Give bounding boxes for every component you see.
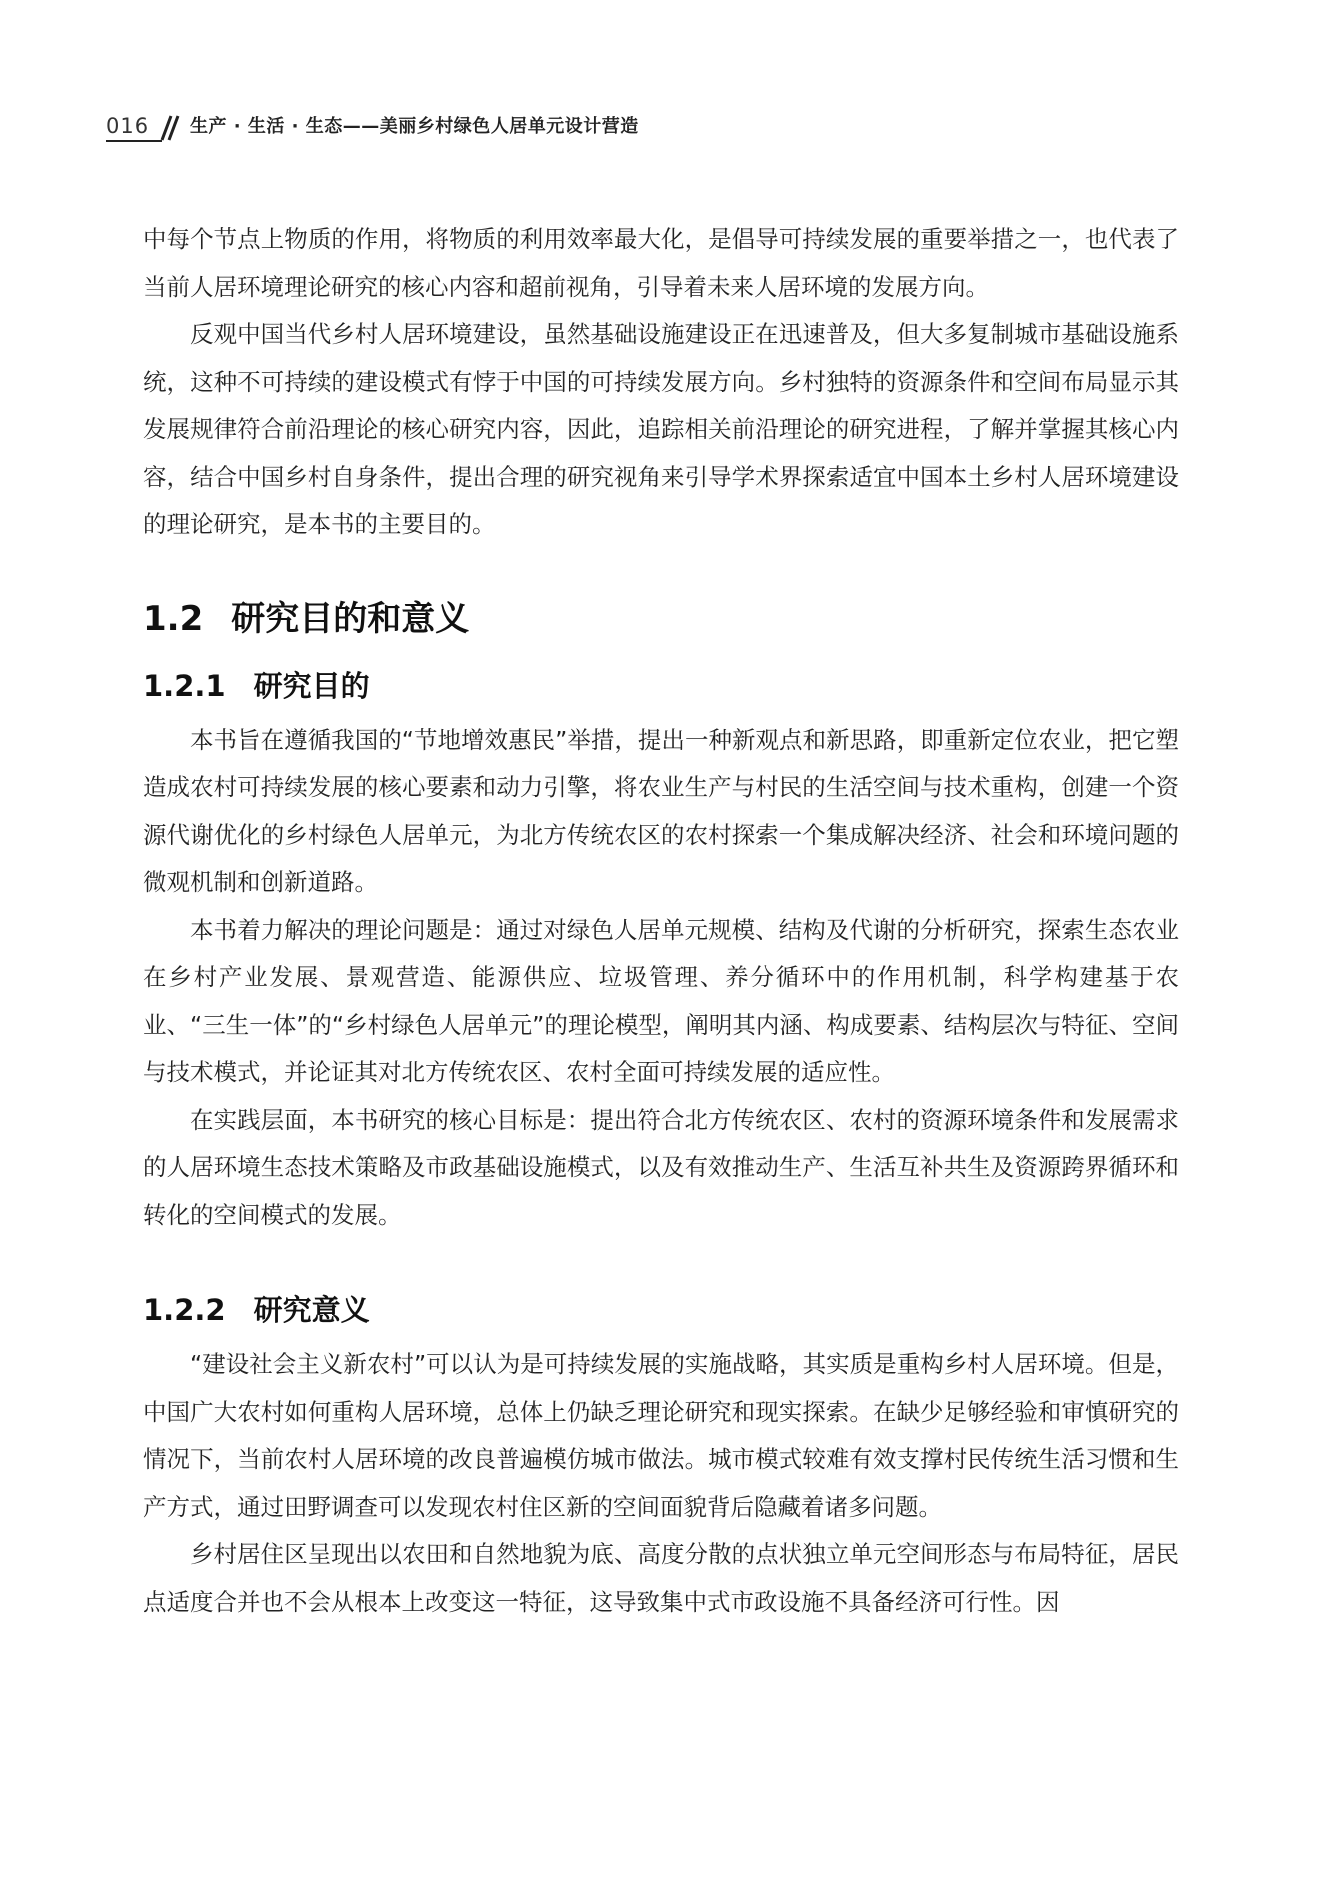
page-number: 016 bbox=[106, 114, 162, 142]
body-paragraph: 中每个节点上物质的作用，将物质的利用效率最大化，是倡导可持续发展的重要举措之一，也代表了当前人居环境理论研究的核心内容和超前视角，引导着未来人居环境的发展方向。 bbox=[143, 225, 1179, 301]
body-paragraph: 在实践层面，本书研究的核心目标是：提出符合北方传统农区、农村的资源环境条件和发展需求的人居环境生态技术策略及市政基础设施模式，以及有效推动生产、生活互补共生及资源跨界循环和转化的空间模式的发展。 bbox=[143, 1105, 1179, 1229]
subsection-heading bbox=[143, 665, 1179, 707]
running-header bbox=[106, 112, 639, 142]
body-paragraph: 反观中国当代乡村人居环境建设，虽然基础设施建设正在迅速普及，但大多复制城市基础设施系统，这种不可持续的建设模式有悖于中国的可持续发展方向。乡村独特的资源条件和空间布局显示其发展规律符合前沿理论的核心研究内容，因此，追踪相关前沿理论的研究进程，了解并掌握其核心内容，结合中国乡村自身条件，提出合理的研究视角来引导学术界探索适宜中国本土乡村人居环境建设的理论研究，是本书的主要目的。 bbox=[143, 320, 1179, 538]
section-heading bbox=[143, 595, 1179, 643]
subsection-heading bbox=[143, 1289, 1179, 1331]
running-header-title: 生产 · 生活 · 生态——美丽乡村绿色人居单元设计营造 bbox=[190, 116, 639, 137]
subsection-number: 1.2.1 bbox=[143, 668, 226, 703]
double-slash-icon bbox=[158, 112, 184, 142]
body-paragraph: “建设社会主义新农村”可以认为是可持续发展的实施战略，其实质是重构乡村人居环境。但是，中国广大农村如何重构人居环境，总体上仍缺乏理论研究和现实探索。在缺少足够经验和审慎研究的情况下，当前农村人居环境的改良普遍模仿城市做法。城市模式较难有效支撑村民传统生活习惯和生产方式，通过田野调查可以发现农村住区新的空间面貌背后隐藏着诸多问题。 bbox=[143, 1350, 1179, 1521]
section-number: 1.2 bbox=[143, 598, 204, 639]
page-body bbox=[143, 216, 1179, 1626]
body-paragraph: 本书着力解决的理论问题是：通过对绿色人居单元规模、结构及代谢的分析研究，探索生态农业在乡村产业发展、景观营造、能源供应、垃圾管理、养分循环中的作用机制，科学构建基于农业、“三生一体”的“乡村绿色人居单元”的理论模型，阐明其内涵、构成要素、结构层次与特征、空间与技术模式，并论证其对北方传统农区、农村全面可持续发展的适应性。 bbox=[143, 915, 1179, 1086]
body-paragraph: 本书旨在遵循我国的“节地增效惠民”举措，提出一种新观点和新思路，即重新定位农业，把它塑造成农村可持续发展的核心要素和动力引擎，将农业生产与村民的生活空间与技术重构，创建一个资源代谢优化的乡村绿色人居单元，为北方传统农区的农村探索一个集成解决经济、社会和环境问题的微观机制和创新道路。 bbox=[143, 725, 1179, 896]
section-title: 研究目的和意义 bbox=[231, 598, 470, 639]
subsection-title: 研究目的 bbox=[253, 668, 370, 703]
body-paragraph: 乡村居住区呈现出以农田和自然地貌为底、高度分散的点状独立单元空间形态与布局特征，居民点适度合并也不会从根本上改变这一特征，这导致集中式市政设施不具备经济可行性。因 bbox=[143, 1540, 1179, 1616]
subsection-title: 研究意义 bbox=[253, 1293, 370, 1327]
subsection-number: 1.2.2 bbox=[143, 1293, 226, 1327]
